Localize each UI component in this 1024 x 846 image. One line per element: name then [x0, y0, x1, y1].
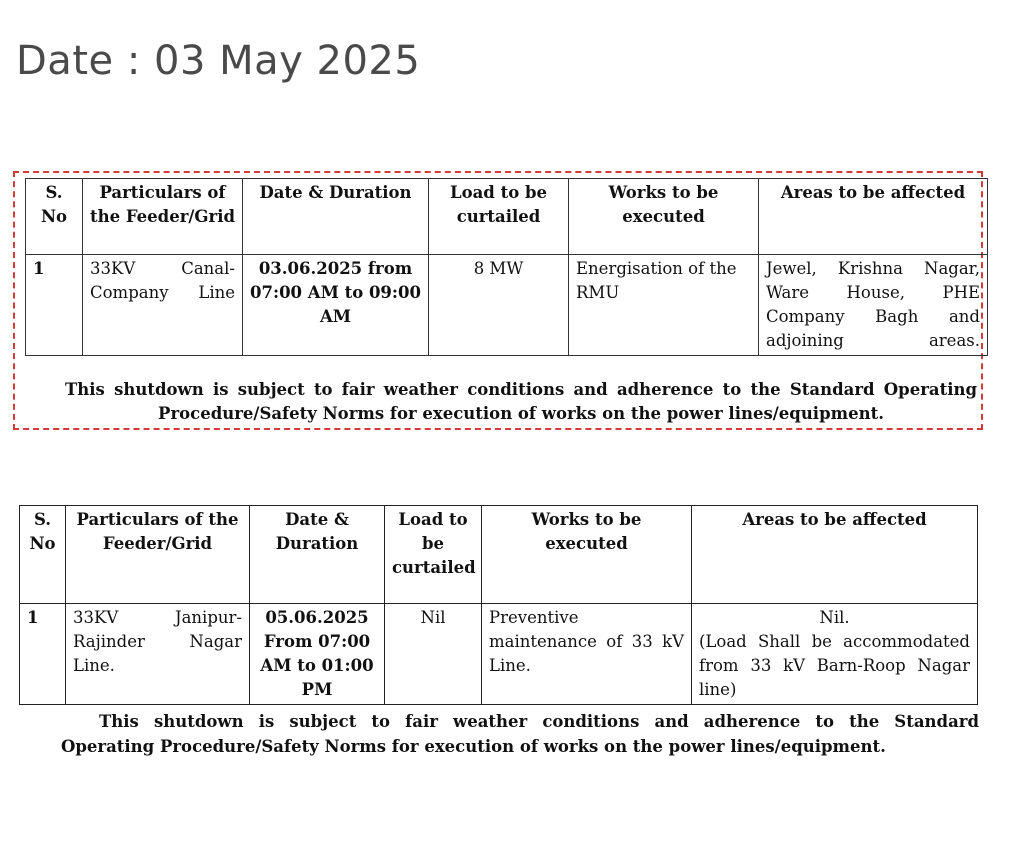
header-date-duration: Date & Duration [243, 179, 429, 255]
shutdown-table-1 [25, 178, 988, 356]
shutdown-notice-2 [17, 500, 979, 770]
header-works: Works to be executed [569, 179, 759, 255]
shutdown-note-1: This shutdown is subject to fair weather conditions and adherence to the Standard Operating Procedure/Safety Norms for execution of works on the power lines/equipment. [65, 380, 977, 423]
header-sno: S. No [20, 506, 66, 604]
header-feeder: Particulars of the Feeder/Grid [83, 179, 243, 255]
shutdown-notice-1 [13, 171, 983, 430]
cell-areas-detail: (Load Shall be accommodated from 33 kV Barn-Roop Nagar line) [699, 632, 970, 699]
table-row [26, 255, 988, 356]
header-areas: Areas to be affected [692, 506, 978, 604]
cell-feeder: 33KV Janipur-Rajinder Nagar Line. [66, 604, 250, 705]
header-sno: S. No [26, 179, 83, 255]
cell-load: Nil [385, 604, 482, 705]
cell-sno: 1 [26, 255, 83, 356]
cell-areas-head: Nil. [819, 608, 850, 627]
table-header-row [20, 506, 978, 604]
cell-works: Energisation of the RMU [569, 255, 759, 356]
shutdown-table-2 [19, 505, 978, 705]
header-load: Load to be curtailed [385, 506, 482, 604]
cell-areas [692, 604, 978, 705]
cell-date-duration: 03.06.2025 from 07:00 AM to 09:00 AM [243, 255, 429, 356]
cell-load: 8 MW [429, 255, 569, 356]
shutdown-note-2-line-1: This shutdown is subject to fair weather conditions and adherence to the Standard [99, 712, 979, 731]
table-row [20, 604, 978, 705]
table-header-row [26, 179, 988, 255]
cell-areas: Jewel, Krishna Nagar, Ware House, PHE Company Bagh and adjoining areas. [759, 255, 988, 356]
date-heading: Date : 03 May 2025 [16, 38, 421, 84]
cell-works: Preventive maintenance of 33 kV Line. [482, 604, 692, 705]
header-works: Works to be executed [482, 506, 692, 604]
header-date-duration: Date & Duration [250, 506, 385, 604]
header-areas: Areas to be affected [759, 179, 988, 255]
cell-date-duration: 05.06.2025 From 07:00 AM to 01:00 PM [250, 604, 385, 705]
cell-sno: 1 [20, 604, 66, 705]
header-feeder: Particulars of the Feeder/Grid [66, 506, 250, 604]
shutdown-note-2-line-2: Operating Procedure/Safety Norms for execution of works on the power lines/equipment. [61, 737, 886, 756]
cell-feeder: 33KV Canal-Company Line [83, 255, 243, 356]
header-load: Load to be curtailed [429, 179, 569, 255]
